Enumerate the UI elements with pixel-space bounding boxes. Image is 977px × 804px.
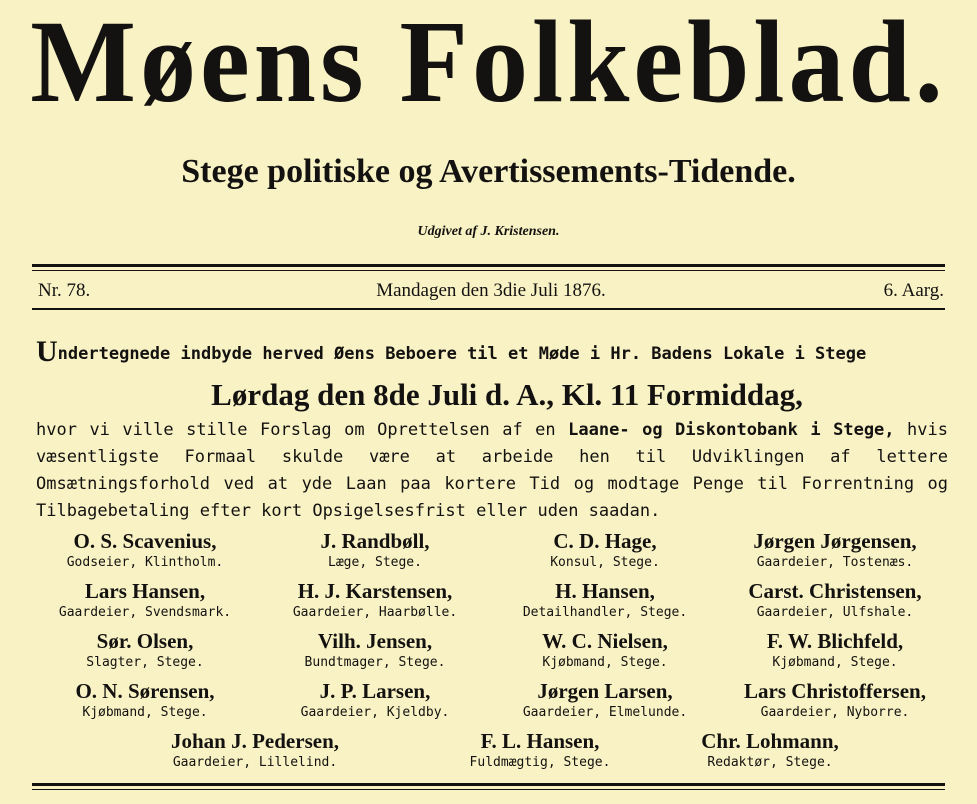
signatories bbox=[30, 528, 950, 778]
signatory-row bbox=[30, 678, 950, 728]
signatory bbox=[30, 528, 260, 572]
signatory-description: Gaardeier, Elmelunde. bbox=[522, 705, 688, 720]
signatory bbox=[260, 528, 490, 572]
signatory bbox=[30, 628, 260, 672]
signatory-name: Carst. Christensen, bbox=[748, 579, 922, 603]
signatory bbox=[720, 578, 950, 622]
notice-opening-text: ndertegnede indbyde herved Øens Beboere til et Møde i Hr. Badens Lokale i Stege bbox=[57, 344, 867, 364]
signatory-row bbox=[30, 578, 950, 628]
signatory-name: Jørgen Jørgensen, bbox=[753, 529, 917, 553]
signatory-description: Fuldmægtig, Stege. bbox=[469, 755, 611, 770]
rule-top-thin bbox=[32, 270, 945, 271]
signatory-name: Jørgen Larsen, bbox=[537, 679, 673, 703]
rule-bottom-thick bbox=[32, 783, 945, 786]
issue-date: Mandagen den 3die Juli 1876. bbox=[376, 280, 606, 301]
signatory-name: C. D. Hage, bbox=[553, 529, 657, 553]
signatory-description: Konsul, Stege. bbox=[550, 555, 660, 570]
signatory-name: H. J. Karstensen, bbox=[297, 579, 453, 603]
signatory-description: Gaardeier, Ulfshale. bbox=[756, 605, 914, 620]
signatory bbox=[425, 728, 655, 772]
signatory bbox=[490, 628, 720, 672]
signatory bbox=[655, 728, 885, 772]
notice-body-part1: hvor vi ville stille Forslag om Oprettelsen af en bbox=[36, 420, 556, 440]
signatory bbox=[260, 678, 490, 722]
signatory bbox=[140, 728, 370, 772]
signatory-name: O. N. Sørensen, bbox=[75, 679, 215, 703]
notice-initial: U bbox=[36, 335, 58, 368]
signatory-description: Læge, Stege. bbox=[328, 555, 422, 570]
masthead-title: Møens Folkeblad. bbox=[30, 0, 947, 128]
signatory bbox=[30, 678, 260, 722]
meeting-notice bbox=[36, 333, 948, 525]
signatory bbox=[260, 628, 490, 672]
notice-opening-line bbox=[36, 333, 948, 373]
signatory-description: Kjøbmand, Stege. bbox=[82, 705, 208, 720]
rule-under-dateline bbox=[32, 308, 945, 310]
signatory bbox=[490, 578, 720, 622]
signatory bbox=[490, 678, 720, 722]
signatory-description: Redaktør, Stege. bbox=[707, 755, 833, 770]
signatory-name: F. L. Hansen, bbox=[480, 729, 600, 753]
signatory-description: Gaardeier, Tostenæs. bbox=[756, 555, 914, 570]
signatory-row bbox=[30, 728, 950, 778]
signatory-description: Slagter, Stege. bbox=[86, 655, 204, 670]
signatory-description: Godseier, Klintholm. bbox=[66, 555, 224, 570]
signatory-name: Vilh. Jensen, bbox=[317, 629, 433, 653]
signatory-name: Lars Christoffersen, bbox=[744, 679, 926, 703]
publisher-line: Udgivet af J. Kristensen. bbox=[417, 224, 560, 239]
signatory-name: J. P. Larsen, bbox=[319, 679, 431, 703]
volume-year: 6. Aarg. bbox=[883, 280, 944, 301]
signatory-row bbox=[30, 528, 950, 578]
signatory-name: Lars Hansen, bbox=[84, 579, 206, 603]
signatory bbox=[260, 578, 490, 622]
signatory-description: Bundtmager, Stege. bbox=[304, 655, 446, 670]
signatory bbox=[720, 678, 950, 722]
issue-number: Nr. 78. bbox=[38, 280, 91, 301]
signatory bbox=[720, 628, 950, 672]
signatory-description: Kjøbmand, Stege. bbox=[772, 655, 898, 670]
rule-top-thick bbox=[32, 264, 945, 267]
signatory-row bbox=[30, 628, 950, 678]
signatory-name: Sør. Olsen, bbox=[96, 629, 194, 653]
notice-body bbox=[36, 417, 948, 525]
signatory bbox=[30, 578, 260, 622]
signatory-description: Detailhandler, Stege. bbox=[522, 605, 688, 620]
meeting-time: Lørdag den 8de Juli d. A., Kl. 11 Formiddag, bbox=[211, 377, 803, 412]
signatory-description: Kjøbmand, Stege. bbox=[542, 655, 668, 670]
signatory-name: Chr. Lohmann, bbox=[701, 729, 839, 753]
signatory-name: W. C. Nielsen, bbox=[542, 629, 668, 653]
signatory-name: F. W. Blichfeld, bbox=[766, 629, 904, 653]
signatory-description: Gaardeier, Kjeldby. bbox=[300, 705, 450, 720]
notice-body-part2: hvis væsentligste Formaal skulde være at arbeide hen til Udviklingen af lettere Omsætningsforhold ved at yde Laan paa kortere Tid og modtage Penge til Forrentning og Tilbagebetaling efter kort Opsigelsesfrist eller uden saadan. bbox=[36, 420, 948, 521]
signatory-description: Gaardeier, Haarbølle. bbox=[292, 605, 458, 620]
dateline bbox=[38, 277, 944, 305]
signatory-description: Gaardeier, Nyborre. bbox=[760, 705, 910, 720]
signatory-name: O. S. Scavenius, bbox=[73, 529, 217, 553]
masthead-subtitle: Stege politiske og Avertissements-Tidende. bbox=[181, 153, 796, 190]
signatory-name: J. Randbøll, bbox=[320, 529, 430, 553]
signatory bbox=[490, 528, 720, 572]
bank-name: Laane- og Diskontobank i Stege, bbox=[568, 420, 895, 440]
signatory-description: Gaardeier, Svendsmark. bbox=[58, 605, 232, 620]
signatory bbox=[720, 528, 950, 572]
signatory-description: Gaardeier, Lillelind. bbox=[172, 755, 338, 770]
signatory-name: Johan J. Pedersen, bbox=[171, 729, 339, 753]
signatory-name: H. Hansen, bbox=[555, 579, 655, 603]
rule-bottom-thin bbox=[32, 789, 945, 790]
